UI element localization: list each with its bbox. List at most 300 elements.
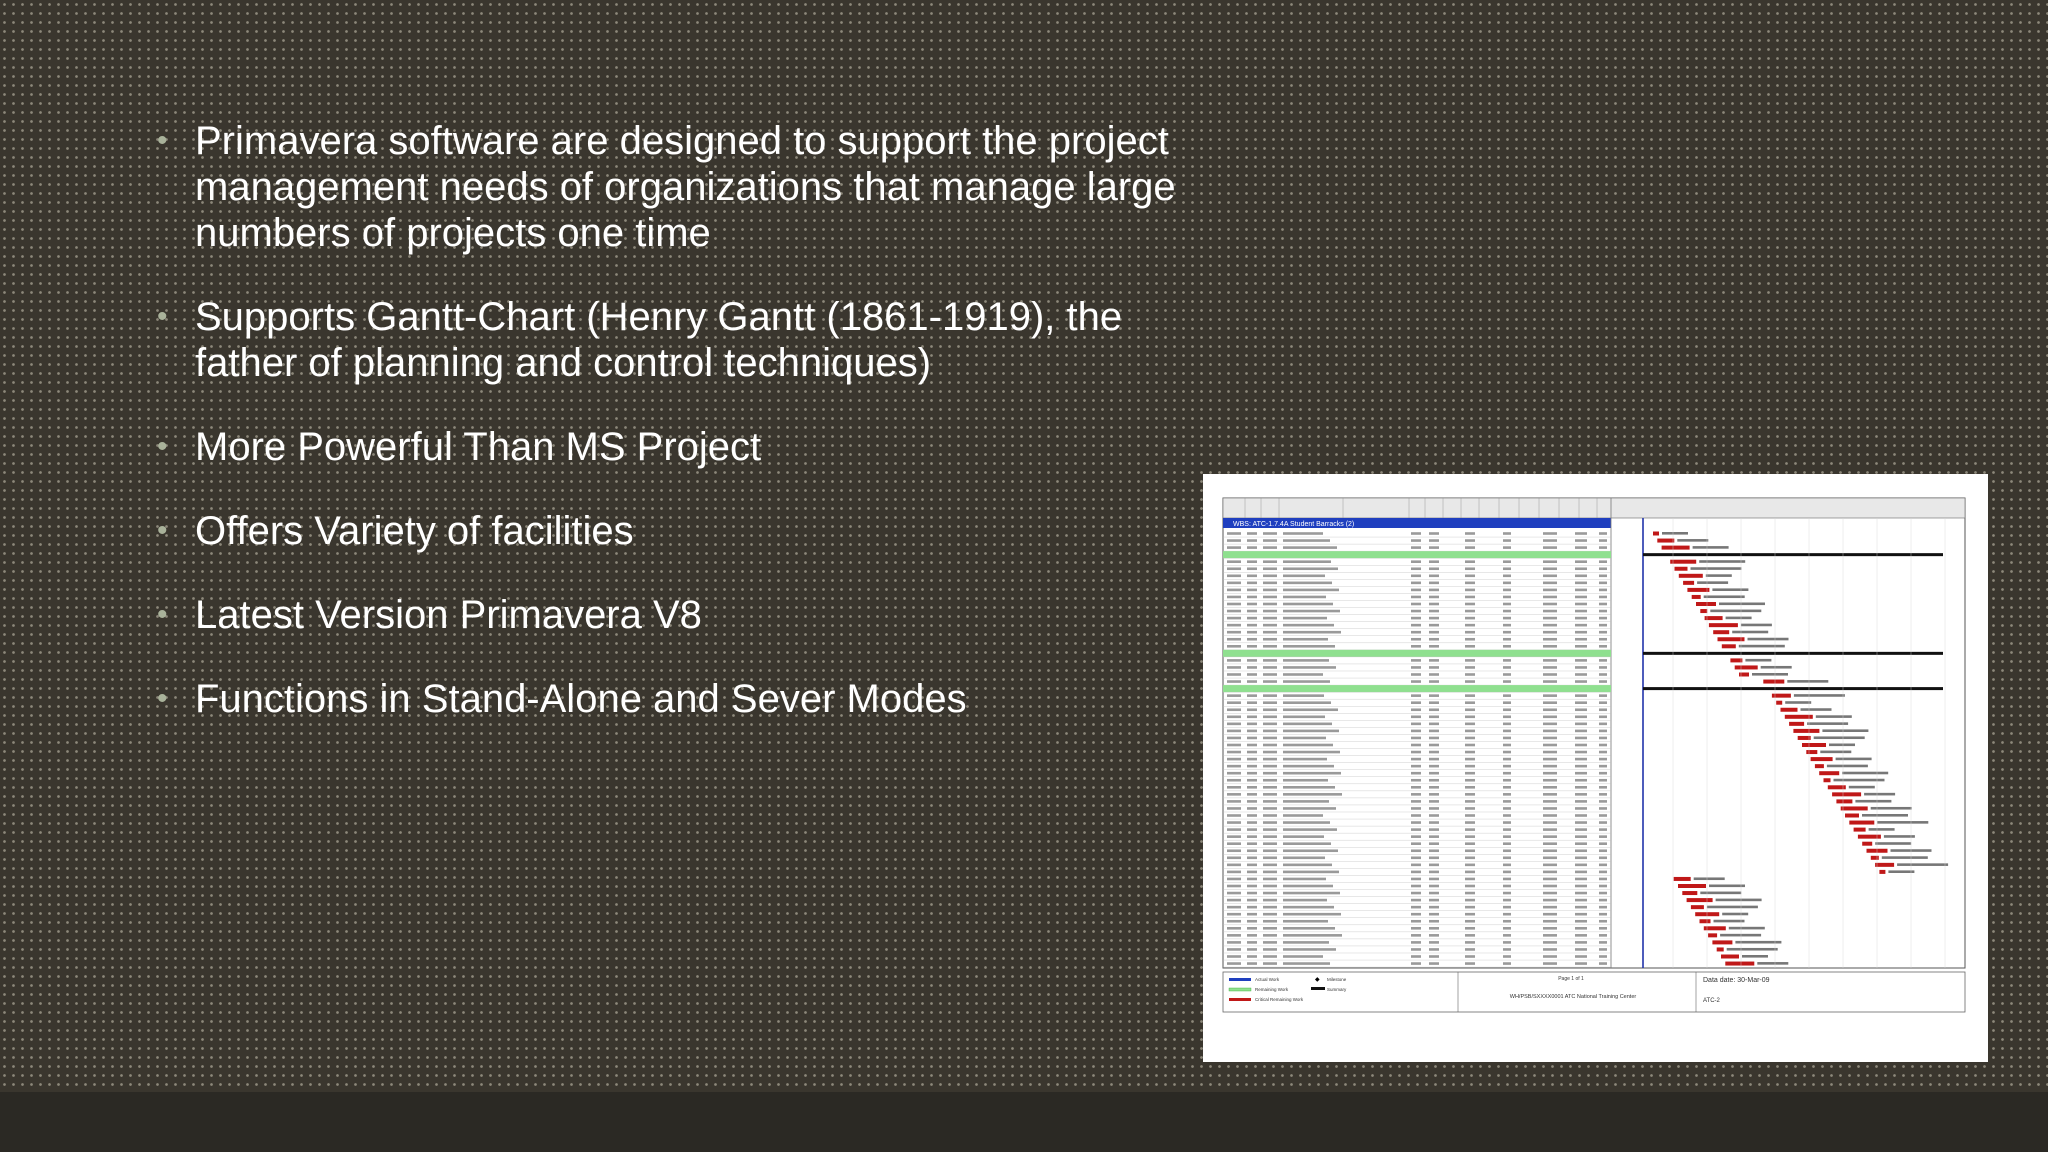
table-cell-text xyxy=(1429,680,1439,683)
table-cell-text xyxy=(1543,864,1557,867)
table-cell-text xyxy=(1411,603,1421,606)
table-cell-text xyxy=(1227,793,1241,796)
legend-swatch-remaining xyxy=(1229,988,1251,991)
table-cell-text xyxy=(1411,560,1421,563)
table-cell-text xyxy=(1465,723,1475,726)
table-cell-text xyxy=(1575,786,1587,789)
table-cell-text xyxy=(1599,828,1607,831)
table-cell-text xyxy=(1227,941,1241,944)
table-cell-text xyxy=(1503,716,1511,719)
table-cell-text xyxy=(1247,765,1257,768)
table-cell-text xyxy=(1247,948,1257,951)
table-cell-text xyxy=(1575,821,1587,824)
activity-bar-label xyxy=(1855,800,1891,803)
table-cell-text xyxy=(1465,962,1475,965)
table-cell-text xyxy=(1543,828,1557,831)
table-cell-text xyxy=(1283,560,1331,563)
activity-bar xyxy=(1776,701,1782,705)
table-cell-text xyxy=(1411,962,1421,965)
table-cell-text xyxy=(1599,575,1607,578)
table-cell-text xyxy=(1411,624,1421,627)
activity-bar-label xyxy=(1677,539,1708,542)
bullet-text: Offers Variety of facilities xyxy=(195,509,634,553)
table-cell-text xyxy=(1465,913,1475,916)
table-cell-text xyxy=(1543,737,1557,740)
table-cell-text xyxy=(1283,920,1328,923)
table-cell-text xyxy=(1599,807,1607,810)
bullet-text: More Powerful Than MS Project xyxy=(195,425,762,469)
table-cell-text xyxy=(1283,906,1334,909)
table-cell-text xyxy=(1247,567,1257,570)
table-cell-text xyxy=(1411,955,1421,958)
table-cell-text xyxy=(1263,680,1277,683)
table-cell-text xyxy=(1543,589,1557,592)
primavera-gantt-screenshot xyxy=(1203,474,1988,1062)
table-cell-text xyxy=(1283,744,1333,747)
table-cell-text xyxy=(1599,645,1607,648)
table-cell-text xyxy=(1465,779,1475,782)
table-cell-text xyxy=(1411,596,1421,599)
table-cell-text xyxy=(1503,737,1511,740)
table-cell-text xyxy=(1429,864,1439,867)
table-cell-text xyxy=(1465,828,1475,831)
activity-bar-label xyxy=(1697,581,1728,584)
table-cell-text xyxy=(1543,814,1557,817)
table-cell-text xyxy=(1263,708,1277,711)
table-cell-text xyxy=(1429,560,1439,563)
activity-bar-label xyxy=(1862,814,1908,817)
table-cell-text xyxy=(1283,603,1333,606)
table-cell-text xyxy=(1429,694,1439,697)
activity-bar xyxy=(1670,560,1696,564)
table-cell-text xyxy=(1247,934,1257,937)
table-cell-text xyxy=(1599,920,1607,923)
table-cell-text xyxy=(1543,673,1557,676)
table-cell-text xyxy=(1543,821,1557,824)
table-cell-text xyxy=(1247,793,1257,796)
table-cell-text xyxy=(1503,920,1511,923)
table-cell-text xyxy=(1429,582,1439,585)
table-cell-text xyxy=(1227,920,1241,923)
bullet-item xyxy=(150,294,1200,386)
table-cell-text xyxy=(1263,758,1277,761)
table-cell-text xyxy=(1247,941,1257,944)
table-cell-text xyxy=(1429,913,1439,916)
table-cell-text xyxy=(1247,786,1257,789)
table-cell-text xyxy=(1503,828,1511,831)
table-cell-text xyxy=(1465,532,1475,535)
table-cell-text xyxy=(1411,617,1421,620)
table-cell-text xyxy=(1599,758,1607,761)
activity-bar-label xyxy=(1714,920,1745,923)
table-cell-text xyxy=(1503,659,1511,662)
table-cell-text xyxy=(1247,645,1257,648)
table-cell-text xyxy=(1429,849,1439,852)
table-cell-text xyxy=(1263,941,1277,944)
activity-bar xyxy=(1718,637,1745,641)
table-cell-text xyxy=(1543,575,1557,578)
activity-bar xyxy=(1811,757,1833,761)
table-cell-text xyxy=(1227,835,1241,838)
table-cell-text xyxy=(1503,885,1511,888)
activity-bar-label xyxy=(1732,631,1768,634)
table-cell-text xyxy=(1575,701,1587,704)
table-cell-text xyxy=(1575,765,1587,768)
table-cell-text xyxy=(1575,539,1587,542)
table-cell-text xyxy=(1575,814,1587,817)
activity-bar-label xyxy=(1842,772,1888,775)
table-cell-text xyxy=(1411,645,1421,648)
legend-swatch-actual xyxy=(1229,978,1251,981)
table-cell-text xyxy=(1411,610,1421,613)
activity-bar xyxy=(1763,680,1784,684)
table-cell-text xyxy=(1411,744,1421,747)
table-cell-text xyxy=(1599,821,1607,824)
table-cell-text xyxy=(1465,800,1475,803)
table-cell-text xyxy=(1227,638,1241,641)
table-cell-text xyxy=(1411,899,1421,902)
table-cell-text xyxy=(1543,892,1557,895)
bullet-item xyxy=(150,118,1200,256)
table-cell-text xyxy=(1503,673,1511,676)
table-cell-text xyxy=(1465,694,1475,697)
table-cell-text xyxy=(1283,617,1327,620)
table-cell-text xyxy=(1503,744,1511,747)
table-cell-text xyxy=(1543,906,1557,909)
table-cell-text xyxy=(1429,744,1439,747)
table-cell-text xyxy=(1247,913,1257,916)
table-cell-text xyxy=(1465,934,1475,937)
activity-bar xyxy=(1832,792,1861,796)
table-cell-text xyxy=(1283,814,1323,817)
table-cell-text xyxy=(1283,708,1338,711)
table-cell-text xyxy=(1263,835,1277,838)
table-cell-text xyxy=(1429,941,1439,944)
table-cell-text xyxy=(1247,871,1257,874)
table-cell-text xyxy=(1263,751,1277,754)
table-cell-text xyxy=(1599,694,1607,697)
table-cell-text xyxy=(1465,730,1475,733)
table-cell-text xyxy=(1543,532,1557,535)
table-cell-text xyxy=(1503,906,1511,909)
wbs-band-row xyxy=(1223,650,1611,657)
table-cell-text xyxy=(1411,885,1421,888)
table-cell-text xyxy=(1263,539,1277,542)
table-cell-text xyxy=(1283,821,1330,824)
table-cell-text xyxy=(1503,941,1511,944)
table-cell-text xyxy=(1503,617,1511,620)
table-cell-text xyxy=(1465,849,1475,852)
table-cell-text xyxy=(1543,885,1557,888)
activity-bar-label xyxy=(1785,701,1811,704)
table-cell-text xyxy=(1543,708,1557,711)
table-cell-text xyxy=(1599,800,1607,803)
table-cell-text xyxy=(1411,723,1421,726)
table-cell-text xyxy=(1263,948,1277,951)
table-cell-text xyxy=(1429,842,1439,845)
table-cell-text xyxy=(1227,560,1241,563)
table-cell-text xyxy=(1503,857,1511,860)
table-cell-text xyxy=(1263,934,1277,937)
table-cell-text xyxy=(1575,885,1587,888)
activity-bar-label xyxy=(1829,744,1855,747)
footer-project: WH/PSB/SXXXX0001 ATC National Training Center xyxy=(1509,994,1637,1000)
table-cell-text xyxy=(1503,878,1511,881)
bullet-text: Latest Version Primavera V8 xyxy=(195,593,702,637)
table-cell-text xyxy=(1575,666,1587,669)
table-cell-text xyxy=(1227,807,1241,810)
table-cell-text xyxy=(1429,857,1439,860)
table-cell-text xyxy=(1429,871,1439,874)
table-cell-text xyxy=(1599,857,1607,860)
bullet-list xyxy=(150,118,1200,760)
table-cell-text xyxy=(1227,617,1241,620)
table-cell-text xyxy=(1465,864,1475,867)
table-cell-text xyxy=(1227,857,1241,860)
table-cell-text xyxy=(1465,772,1475,775)
activity-bar xyxy=(1687,588,1709,592)
table-cell-text xyxy=(1465,906,1475,909)
table-cell-text xyxy=(1575,920,1587,923)
summary-bar xyxy=(1643,687,1943,690)
activity-bar xyxy=(1815,764,1824,768)
table-cell-text xyxy=(1465,878,1475,881)
table-cell-text xyxy=(1575,730,1587,733)
activity-bar-label xyxy=(1757,962,1788,965)
table-cell-text xyxy=(1503,567,1511,570)
table-cell-text xyxy=(1575,694,1587,697)
table-cell-text xyxy=(1503,539,1511,542)
table-cell-text xyxy=(1227,765,1241,768)
table-cell-text xyxy=(1465,857,1475,860)
table-cell-text xyxy=(1503,680,1511,683)
summary-bar xyxy=(1643,553,1943,556)
table-cell-text xyxy=(1227,927,1241,930)
table-cell-text xyxy=(1543,955,1557,958)
table-cell-text xyxy=(1429,638,1439,641)
table-cell-text xyxy=(1575,857,1587,860)
table-cell-text xyxy=(1227,871,1241,874)
table-cell-text xyxy=(1575,546,1587,549)
table-cell-text xyxy=(1247,716,1257,719)
table-cell-text xyxy=(1465,920,1475,923)
table-cell-text xyxy=(1543,631,1557,634)
slide-footer-band xyxy=(0,1092,2048,1152)
activity-bar-label xyxy=(1864,793,1895,796)
table-cell-text xyxy=(1429,793,1439,796)
table-cell-text xyxy=(1227,800,1241,803)
table-cell-text xyxy=(1411,716,1421,719)
table-cell-text xyxy=(1411,772,1421,775)
table-cell-text xyxy=(1503,786,1511,789)
table-cell-text xyxy=(1263,842,1277,845)
table-cell-text xyxy=(1543,659,1557,662)
table-cell-text xyxy=(1247,807,1257,810)
table-cell-text xyxy=(1503,821,1511,824)
table-cell-text xyxy=(1543,927,1557,930)
table-cell-text xyxy=(1575,624,1587,627)
table-cell-text xyxy=(1411,849,1421,852)
activity-bar xyxy=(1722,644,1736,648)
table-cell-text xyxy=(1599,751,1607,754)
table-cell-text xyxy=(1247,927,1257,930)
table-cell-text xyxy=(1543,941,1557,944)
table-cell-text xyxy=(1465,871,1475,874)
legend-critical: Critical Remaining Work xyxy=(1255,997,1304,1002)
table-cell-text xyxy=(1411,758,1421,761)
table-cell-text xyxy=(1543,899,1557,902)
activity-bar xyxy=(1683,581,1694,585)
table-cell-text xyxy=(1247,560,1257,563)
activity-bar-label xyxy=(1735,941,1781,944)
table-cell-text xyxy=(1575,673,1587,676)
table-cell-text xyxy=(1429,920,1439,923)
table-cell-text xyxy=(1543,617,1557,620)
table-cell-text xyxy=(1247,617,1257,620)
table-cell-text xyxy=(1599,772,1607,775)
table-cell-text xyxy=(1247,758,1257,761)
table-cell-text xyxy=(1283,659,1329,662)
table-cell-text xyxy=(1263,582,1277,585)
table-cell-text xyxy=(1599,744,1607,747)
table-cell-text xyxy=(1227,885,1241,888)
table-cell-text xyxy=(1503,730,1511,733)
activity-bar xyxy=(1739,673,1749,677)
table-cell-text xyxy=(1247,723,1257,726)
table-cell-text xyxy=(1575,772,1587,775)
legend-summary: Summary xyxy=(1327,987,1347,992)
table-cell-text xyxy=(1263,617,1277,620)
table-cell-text xyxy=(1503,631,1511,634)
table-cell-text xyxy=(1503,934,1511,937)
activity-bar xyxy=(1717,947,1724,951)
table-cell-text xyxy=(1283,779,1328,782)
wbs-band-row xyxy=(1223,685,1611,692)
table-cell-text xyxy=(1465,786,1475,789)
table-cell-text xyxy=(1283,864,1332,867)
bullet-dot-icon: • xyxy=(157,598,168,631)
table-cell-text xyxy=(1283,807,1336,810)
table-cell-text xyxy=(1283,716,1325,719)
table-cell-text xyxy=(1503,645,1511,648)
table-cell-text xyxy=(1263,906,1277,909)
activity-bar-label xyxy=(1748,638,1789,641)
table-cell-text xyxy=(1503,871,1511,874)
bullet-dot-icon: • xyxy=(157,430,168,463)
table-cell-text xyxy=(1503,864,1511,867)
table-cell-text xyxy=(1283,934,1342,937)
table-cell-text xyxy=(1263,899,1277,902)
table-cell-text xyxy=(1283,737,1326,740)
table-cell-text xyxy=(1543,765,1557,768)
table-cell-text xyxy=(1503,849,1511,852)
table-cell-text xyxy=(1599,955,1607,958)
legend-actual: Actual Work xyxy=(1255,977,1280,982)
table-cell-text xyxy=(1465,539,1475,542)
table-cell-text xyxy=(1227,821,1241,824)
table-cell-text xyxy=(1429,603,1439,606)
table-cell-text xyxy=(1411,948,1421,951)
table-cell-text xyxy=(1503,708,1511,711)
table-cell-text xyxy=(1227,673,1241,676)
table-cell-text xyxy=(1543,723,1557,726)
activity-bar xyxy=(1879,870,1885,874)
table-cell-text xyxy=(1429,610,1439,613)
table-cell-text xyxy=(1575,962,1587,965)
table-cell-text xyxy=(1503,589,1511,592)
table-cell-text xyxy=(1599,786,1607,789)
table-cell-text xyxy=(1575,575,1587,578)
activity-bar-label xyxy=(1710,610,1761,613)
table-cell-text xyxy=(1503,800,1511,803)
table-cell-text xyxy=(1429,737,1439,740)
table-cell-text xyxy=(1283,582,1332,585)
table-cell-text xyxy=(1283,849,1338,852)
table-cell-text xyxy=(1263,828,1277,831)
table-cell-text xyxy=(1543,842,1557,845)
activity-bar xyxy=(1691,905,1704,909)
table-cell-text xyxy=(1263,772,1277,775)
table-cell-text xyxy=(1411,871,1421,874)
table-cell-text xyxy=(1227,913,1241,916)
table-cell-text xyxy=(1575,948,1587,951)
activity-bar-label xyxy=(1814,736,1865,739)
table-cell-text xyxy=(1503,751,1511,754)
bullet-text: Functions in Stand-Alone and Sever Modes xyxy=(195,677,967,721)
table-cell-text xyxy=(1263,603,1277,606)
table-cell-text xyxy=(1263,631,1277,634)
table-cell-text xyxy=(1599,835,1607,838)
table-cell-text xyxy=(1227,962,1241,965)
table-cell-text xyxy=(1283,955,1323,958)
table-cell-text xyxy=(1599,624,1607,627)
activity-bar-label xyxy=(1836,758,1872,761)
gantt-column-header xyxy=(1223,498,1965,518)
table-cell-text xyxy=(1465,737,1475,740)
table-cell-text xyxy=(1411,532,1421,535)
table-cell-text xyxy=(1247,906,1257,909)
table-cell-text xyxy=(1429,589,1439,592)
activity-bar xyxy=(1789,722,1804,726)
table-cell-text xyxy=(1465,835,1475,838)
table-cell-text xyxy=(1465,603,1475,606)
table-cell-text xyxy=(1543,779,1557,782)
activity-bar-label xyxy=(1709,885,1745,888)
table-cell-text xyxy=(1543,638,1557,641)
legend-swatch-summary xyxy=(1311,987,1325,990)
table-cell-text xyxy=(1575,913,1587,916)
table-cell-text xyxy=(1575,835,1587,838)
table-cell-text xyxy=(1411,857,1421,860)
table-cell-text xyxy=(1247,631,1257,634)
footer-page: Page 1 of 1 xyxy=(1558,976,1584,982)
table-cell-text xyxy=(1283,596,1326,599)
table-cell-text xyxy=(1263,871,1277,874)
table-cell-text xyxy=(1227,631,1241,634)
table-cell-text xyxy=(1227,582,1241,585)
table-cell-text xyxy=(1543,546,1557,549)
activity-bar xyxy=(1709,623,1738,627)
table-cell-text xyxy=(1599,666,1607,669)
table-cell-text xyxy=(1263,800,1277,803)
table-cell-text xyxy=(1429,617,1439,620)
table-cell-text xyxy=(1283,539,1330,542)
table-cell-text xyxy=(1503,575,1511,578)
bullet-text: Primavera software are designed to support the project management needs of organizations that manage large numbers of projects one time xyxy=(195,119,1176,255)
activity-bar-label xyxy=(1801,708,1832,711)
table-cell-text xyxy=(1263,814,1277,817)
table-cell-text xyxy=(1599,560,1607,563)
